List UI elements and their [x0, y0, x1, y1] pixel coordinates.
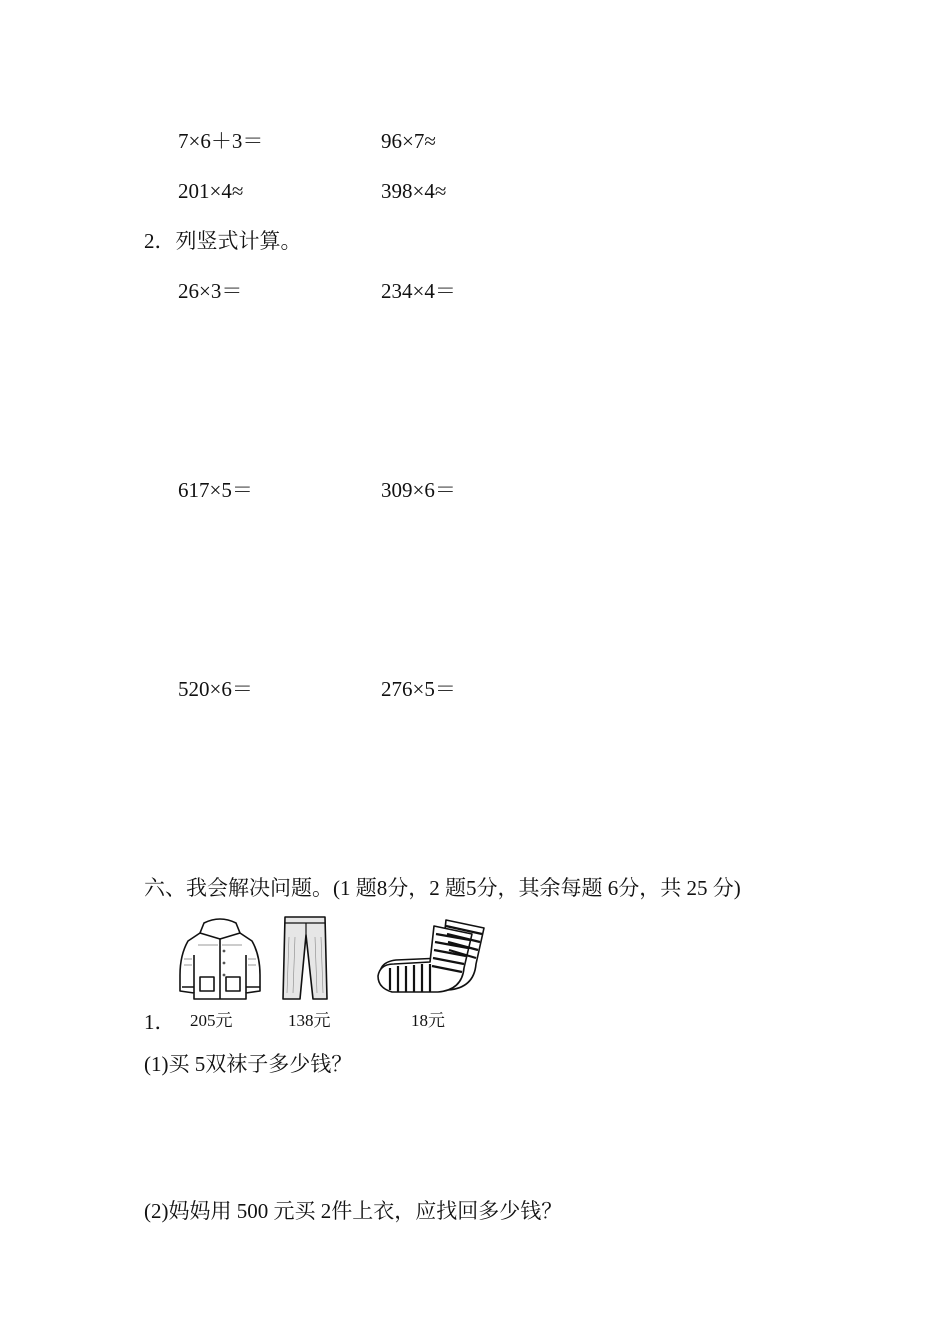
vertical-expr-3b: 276×5＝: [381, 677, 456, 701]
vertical-expr-3a: 520×6＝: [178, 677, 253, 701]
estimate-expr-2a: 201×4≈: [178, 179, 244, 203]
vertical-expr-2b: 309×6＝: [381, 478, 456, 502]
estimate-expr-2b: 398×4≈: [381, 179, 447, 203]
pants-price: 138元: [288, 1011, 331, 1030]
socks-price: 18元: [411, 1011, 445, 1030]
vertical-expr-1b: 234×4＝: [381, 279, 456, 303]
jacket-price: 205元: [190, 1011, 233, 1030]
question-2-title: 2．列竖式计算。: [144, 229, 302, 253]
problem-1-number: 1．: [144, 1010, 176, 1034]
jacket-icon: [174, 915, 266, 1003]
section-6-title: 六、我会解决问题。(1 题8分，2 题5分，其余每题 6分，共 25 分): [144, 876, 741, 900]
vertical-expr-1a: 26×3＝: [178, 279, 243, 303]
socks-icon: [376, 914, 494, 998]
problem-1-q2: (2)妈妈用 500 元买 2件上衣，应找回多少钱？: [144, 1199, 563, 1223]
estimate-expr-1b: 96×7≈: [381, 129, 436, 153]
vertical-expr-2a: 617×5＝: [178, 478, 253, 502]
pants-icon: [279, 913, 331, 1003]
problem-1-q1: (1)买 5双袜子多少钱？: [144, 1052, 353, 1076]
estimate-expr-1a: 7×6＋3＝: [178, 129, 264, 153]
